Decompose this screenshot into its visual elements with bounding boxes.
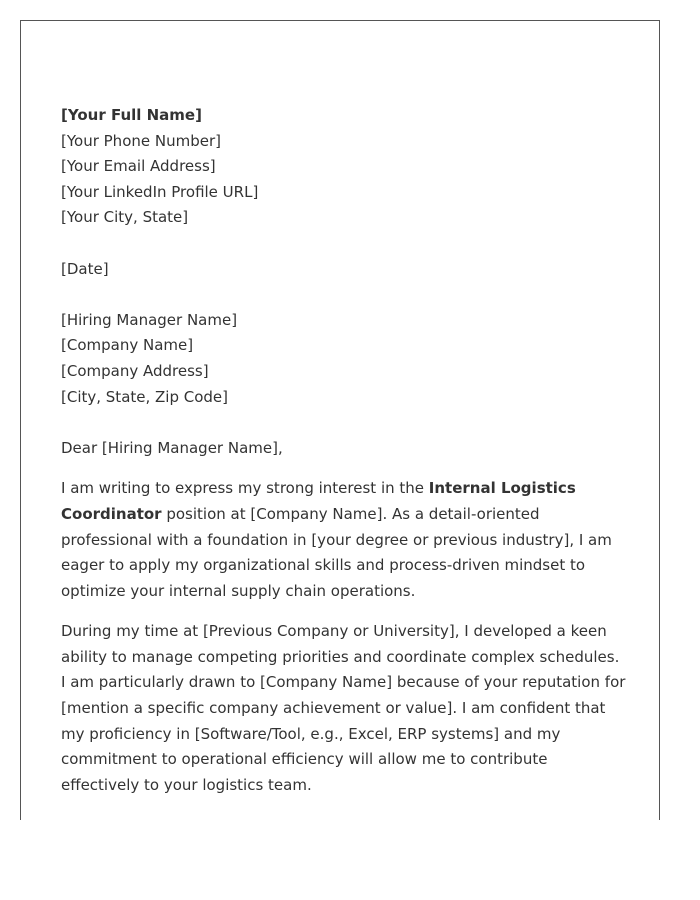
- recipient-company: [Company Name]: [61, 336, 194, 355]
- paragraph-experience: [61, 619, 626, 798]
- sender-city-state: [Your City, State]: [61, 208, 189, 227]
- letter-body: [61, 103, 626, 813]
- job-title: Internal Logistics Coordinator: [61, 479, 576, 523]
- paragraph-intro: [61, 476, 626, 604]
- salutation: [61, 436, 626, 462]
- sender-email: [Your Email Address]: [61, 157, 216, 176]
- recipient-address: [Company Address]: [61, 361, 209, 380]
- spacer: [61, 282, 626, 308]
- recipient-manager: [Hiring Manager Name]: [61, 310, 238, 329]
- salutation-text: Dear [Hiring Manager Name],: [61, 438, 283, 457]
- paragraph-experience-text: During my time at [Previous Company or University], I developed a keen ability to manage competing priorities and coordinate complex schedules. I am particularly drawn to [Company Name] because of your reputation for [mention a specific company achievement or value]. I am confident that my proficiency in [Software/Tool, e.g., Excel, ERP systems] and my commitment to operational efficiency will allow me to contribute effectively to your logistics team.: [61, 622, 626, 794]
- sender-linkedin: [Your LinkedIn Profile URL]: [61, 182, 259, 201]
- sender-name: [Your Full Name]: [61, 106, 202, 124]
- spacer: [61, 231, 626, 257]
- sender-block: [61, 103, 626, 231]
- letter-date: [Date]: [61, 259, 109, 278]
- paragraph-intro-start: I am writing to express my strong interest in the: [61, 479, 429, 498]
- document-page: [20, 20, 660, 820]
- paragraph-intro-end: position at [Company Name]. As a detail-oriented professional with a foundation in [your degree or previous industry], I am eager to apply my organizational skills and process-driven mindset to optimize your internal supply chain operations.: [61, 504, 612, 600]
- recipient-block: [61, 308, 626, 410]
- spacer: [61, 410, 626, 436]
- sender-phone: [Your Phone Number]: [61, 131, 221, 150]
- recipient-city-state-zip: [City, State, Zip Code]: [61, 387, 229, 406]
